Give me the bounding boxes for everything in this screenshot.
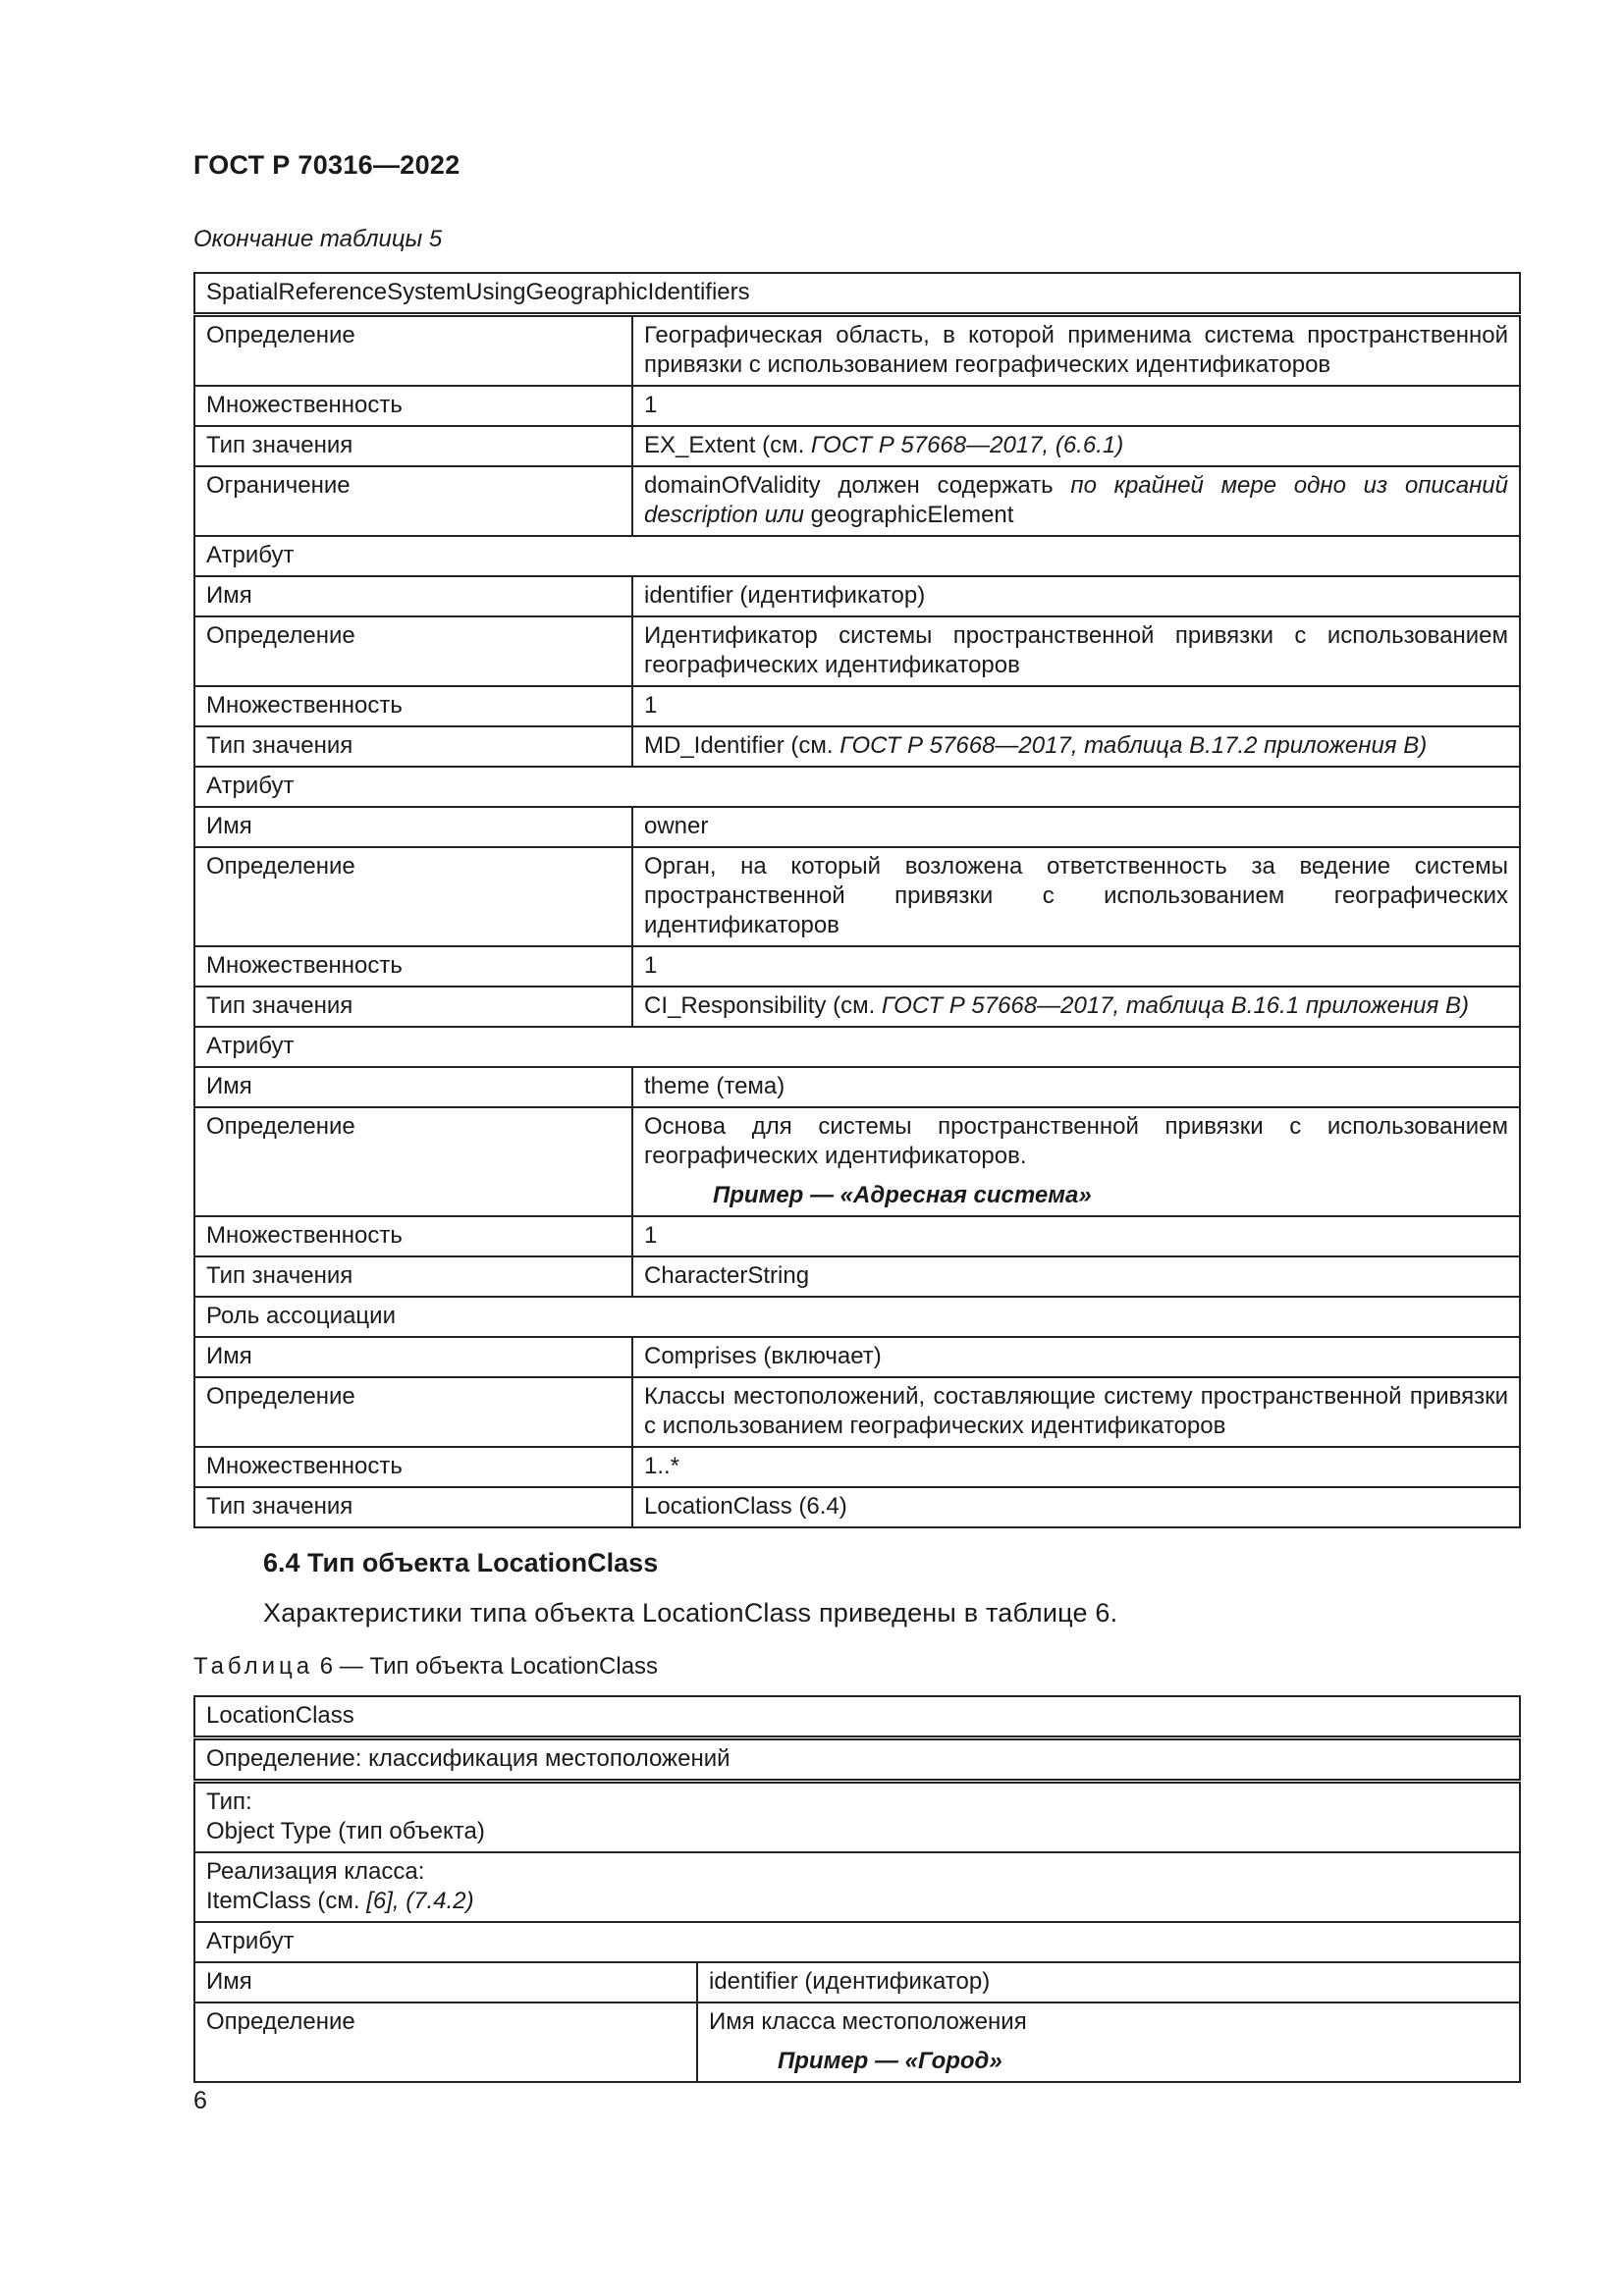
value-text: ItemClass (см. bbox=[206, 1888, 367, 1914]
definition-text: Основа для системы пространственной привязки с использованием географических идентификаторов. bbox=[644, 1113, 1508, 1169]
table-continuation-caption: Окончание таблицы 5 bbox=[193, 226, 443, 252]
row-label: Имя bbox=[194, 1067, 632, 1107]
value-text: geographicElement bbox=[803, 502, 1014, 528]
value-text: MD_Identifier (см. bbox=[644, 732, 840, 759]
row-label: Имя bbox=[194, 807, 632, 847]
row-value: 1..* bbox=[632, 1447, 1520, 1487]
table-row bbox=[194, 1782, 1520, 1853]
row-label: Тип значения bbox=[194, 1487, 632, 1527]
realization-row bbox=[194, 1852, 1520, 1922]
row-value: CharacterString bbox=[632, 1256, 1520, 1297]
table-row bbox=[194, 1447, 1520, 1487]
table-row bbox=[194, 1067, 1520, 1107]
row-value bbox=[632, 426, 1520, 466]
table-row bbox=[194, 1487, 1520, 1527]
row-label: Множественность bbox=[194, 386, 632, 426]
row-value bbox=[632, 466, 1520, 536]
table-row bbox=[194, 1216, 1520, 1256]
row-value: 1 bbox=[632, 946, 1520, 987]
definition-row: Определение: классификация местоположений bbox=[194, 1738, 1520, 1782]
standard-reference: ГОСТ Р 57668—2017, таблица B.16.1 приложения В) bbox=[881, 992, 1469, 1019]
table-row bbox=[194, 946, 1520, 987]
row-value bbox=[632, 987, 1520, 1027]
section-row: Атрибут bbox=[194, 1027, 1520, 1067]
realization-value bbox=[206, 1887, 1508, 1916]
section-row: Роль ассоциации bbox=[194, 1297, 1520, 1337]
table-row bbox=[194, 536, 1520, 576]
row-value: owner bbox=[632, 807, 1520, 847]
table-row bbox=[194, 386, 1520, 426]
row-value: Comprises (включает) bbox=[632, 1337, 1520, 1377]
page-number: 6 bbox=[193, 2087, 207, 2114]
table-row bbox=[194, 426, 1520, 466]
realization-label: Реализация класса: bbox=[206, 1858, 425, 1885]
row-value: identifier (идентификатор) bbox=[632, 576, 1520, 616]
table-row bbox=[194, 315, 1520, 387]
row-label: Определение bbox=[194, 616, 632, 686]
table-row bbox=[194, 686, 1520, 726]
type-label: Тип: bbox=[206, 1789, 252, 1815]
row-value bbox=[697, 2002, 1520, 2082]
table-row bbox=[194, 726, 1520, 767]
row-value: LocationClass (6.4) bbox=[632, 1487, 1520, 1527]
table-6-caption bbox=[193, 1653, 658, 1681]
row-value: 1 bbox=[632, 386, 1520, 426]
row-label: Имя bbox=[194, 1962, 697, 2002]
row-label: Тип значения bbox=[194, 987, 632, 1027]
table-row bbox=[194, 466, 1520, 536]
standard-reference: [6], (7.4.2) bbox=[366, 1888, 474, 1914]
table-title-cell: SpatialReferenceSystemUsingGeographicIdentifiers bbox=[194, 273, 1520, 315]
table-row bbox=[194, 1696, 1520, 1738]
table-row bbox=[194, 1962, 1520, 2002]
table-5 bbox=[193, 272, 1521, 1528]
caption-text: 6 — Тип объекта LocationClass bbox=[313, 1653, 659, 1680]
table-row bbox=[194, 1256, 1520, 1297]
table-row bbox=[194, 987, 1520, 1027]
table-row bbox=[194, 1738, 1520, 1782]
value-text: domainOfValidity должен содержать bbox=[644, 472, 1071, 499]
section-row: Атрибут bbox=[194, 1922, 1520, 1962]
value-text: CI_Responsibility (см. bbox=[644, 992, 882, 1019]
table-row bbox=[194, 1027, 1520, 1067]
table-row bbox=[194, 2002, 1520, 2082]
table-row bbox=[194, 616, 1520, 686]
row-value: 1 bbox=[632, 686, 1520, 726]
section-row: Атрибут bbox=[194, 767, 1520, 807]
section-row: Атрибут bbox=[194, 536, 1520, 576]
table-row bbox=[194, 1922, 1520, 1962]
table-row bbox=[194, 847, 1520, 946]
row-value: Идентификатор системы пространственной привязки с использованием географических идентификаторов bbox=[632, 616, 1520, 686]
row-label: Тип значения bbox=[194, 726, 632, 767]
row-label: Определение bbox=[194, 1107, 632, 1216]
row-label: Имя bbox=[194, 1337, 632, 1377]
table-row bbox=[194, 273, 1520, 315]
example-text: Пример — «Город» bbox=[778, 2048, 1002, 2074]
row-value: 1 bbox=[632, 1216, 1520, 1256]
value-text: EX_Extent (см. bbox=[644, 432, 811, 458]
standard-reference: ГОСТ Р 57668—2017, (6.6.1) bbox=[810, 432, 1124, 458]
row-value bbox=[632, 1107, 1520, 1216]
row-label: Имя bbox=[194, 576, 632, 616]
table-row bbox=[194, 1107, 1520, 1216]
row-value: Классы местоположений, составляющие систему пространственной привязки с использованием географических идентификаторов bbox=[632, 1377, 1520, 1447]
row-value bbox=[632, 726, 1520, 767]
table-row bbox=[194, 1852, 1520, 1922]
row-label: Множественность bbox=[194, 686, 632, 726]
table-row bbox=[194, 1297, 1520, 1337]
row-label: Определение bbox=[194, 2002, 697, 2082]
document-header: ГОСТ Р 70316—2022 bbox=[193, 150, 460, 180]
table-row bbox=[194, 1377, 1520, 1447]
standard-reference: ГОСТ Р 57668—2017, таблица B.17.2 приложения В) bbox=[839, 732, 1428, 759]
caption-word: Таблица bbox=[193, 1653, 314, 1680]
type-value: Object Type (тип объекта) bbox=[206, 1818, 485, 1844]
row-value: identifier (идентификатор) bbox=[697, 1962, 1520, 2002]
row-value: Орган, на который возложена ответственность за ведение системы пространственной привязки с использованием географических идентификаторов bbox=[632, 847, 1520, 946]
body-paragraph: Характеристики типа объекта LocationClass приведены в таблице 6. bbox=[263, 1598, 1118, 1628]
row-label: Тип значения bbox=[194, 1256, 632, 1297]
table-row bbox=[194, 767, 1520, 807]
table-row bbox=[194, 576, 1520, 616]
type-row bbox=[194, 1782, 1520, 1853]
definition-text: Имя класса местоположения bbox=[709, 2008, 1027, 2035]
table-6 bbox=[193, 1695, 1521, 2083]
row-value: theme (тема) bbox=[632, 1067, 1520, 1107]
row-label: Множественность bbox=[194, 1447, 632, 1487]
table-title-cell: LocationClass bbox=[194, 1696, 1520, 1738]
row-label: Определение bbox=[194, 1377, 632, 1447]
table-row bbox=[194, 807, 1520, 847]
row-label: Множественность bbox=[194, 946, 632, 987]
row-label: Тип значения bbox=[194, 426, 632, 466]
row-label: Определение bbox=[194, 847, 632, 946]
row-label: Определение bbox=[194, 315, 632, 387]
row-label: Ограничение bbox=[194, 466, 632, 536]
row-label: Множественность bbox=[194, 1216, 632, 1256]
table-row bbox=[194, 1337, 1520, 1377]
section-heading: 6.4 Тип объекта LocationClass bbox=[263, 1548, 659, 1577]
row-value: Географическая область, в которой применима система пространственной привязки с использованием географических идентификаторов bbox=[632, 315, 1520, 387]
value-italic: по крайней мере одно из описаний description или bbox=[644, 472, 1508, 528]
example-text: Пример — «Адресная система» bbox=[713, 1182, 1092, 1208]
